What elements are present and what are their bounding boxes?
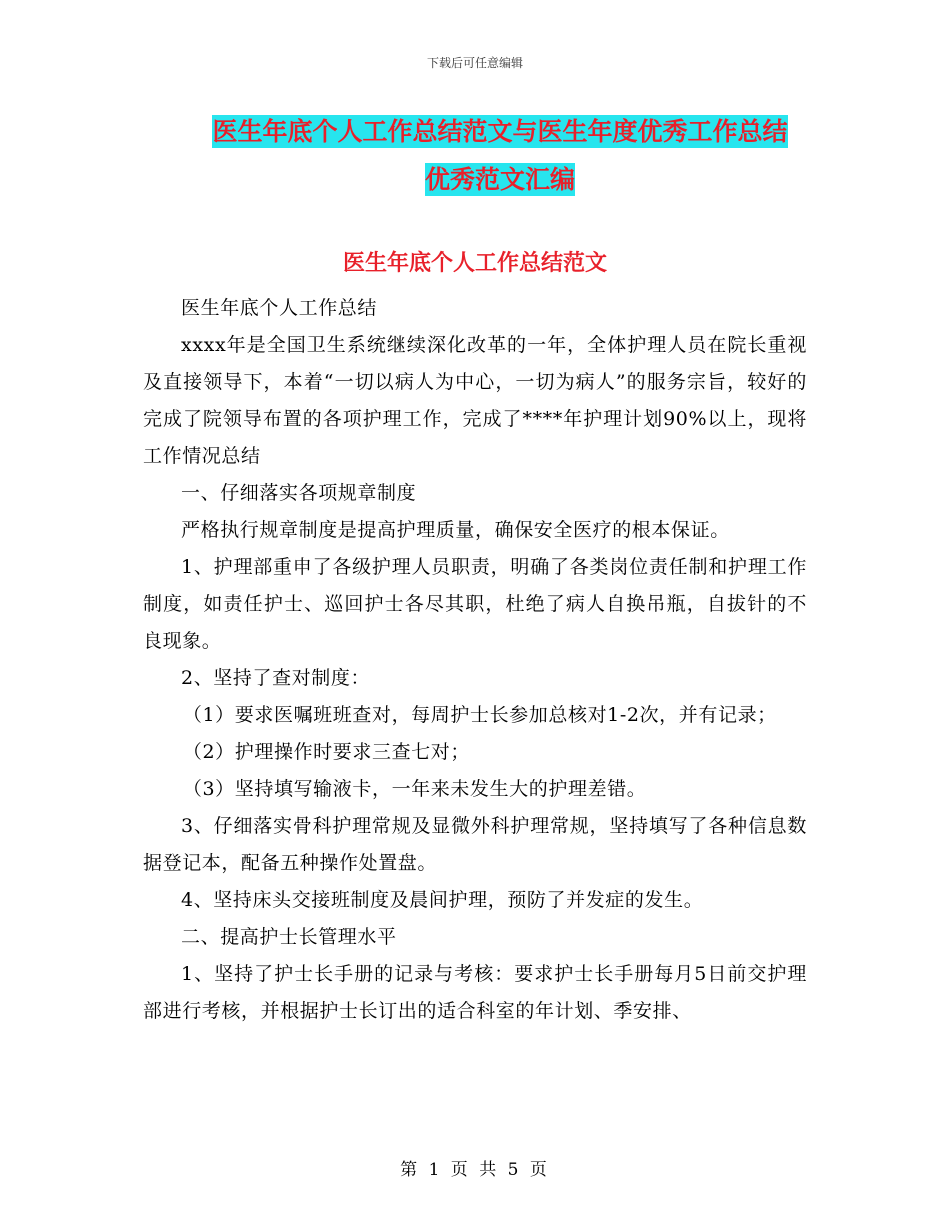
paragraph: 1、护理部重申了各级护理人员职责，明确了各类岗位责任制和护理工作制度，如责任护士、巡回护士各尽其职，杜绝了病人自换吊瓶，自拔针的不良现象。 [143,556,807,652]
document-title [140,108,860,204]
paragraph-subtitle: 医生年底个人工作总结 [181,297,378,319]
section-title: 医生年底个人工作总结范文 [342,251,607,276]
title-line-2: 优秀范文汇编 [424,165,575,194]
paragraph: xxxx年是全国卫生系统继续深化改革的一年，全体护理人员在院长重视及直接领导下，本着“一切以病人为中心，一切为病人”的服务宗旨，较好的完成了院领导布置的各项护理工作，完成了****年护理计划90%以上，现将工作情况总结 [143,334,807,467]
paragraph: 4、坚持床头交接班制度及晨间护理，预防了并发症的发生。 [181,889,704,911]
title-line-1: 医生年底个人工作总结范文与医生年度优秀工作总结 [212,117,788,146]
paragraph: 3、仔细落实骨科护理常规及显微外科护理常规，坚持填写了各种信息数据登记本，配备五种操作处置盘。 [143,815,807,874]
paragraph: 2、坚持了查对制度： [181,667,371,689]
document-body [143,290,807,1030]
paragraph: （2）护理操作时要求三查七对； [182,741,470,763]
paragraph-heading: 二、提高护士长管理水平 [181,926,397,948]
header-note: 下载后可任意编辑 [426,56,523,70]
paragraph: 1、坚持了护士长手册的记录与考核：要求护士长手册每月5日前交护理部进行考核，并根据护士长订出的适合科室的年计划、季安排、 [143,963,807,1022]
paragraph: 严格执行规章制度是提高护理质量，确保安全医疗的根本保证。 [181,519,730,541]
paragraph: （3）坚持填写输液卡，一年来未发生大的护理差错。 [182,778,647,800]
paragraph-heading: 一、仔细落实各项规章制度 [181,482,417,504]
page-number-footer: 第 1 页 共 5 页 [400,1160,550,1180]
paragraph: （1）要求医嘱班班查对，每周护士长参加总核对1-2次，并有记录； [182,704,777,726]
